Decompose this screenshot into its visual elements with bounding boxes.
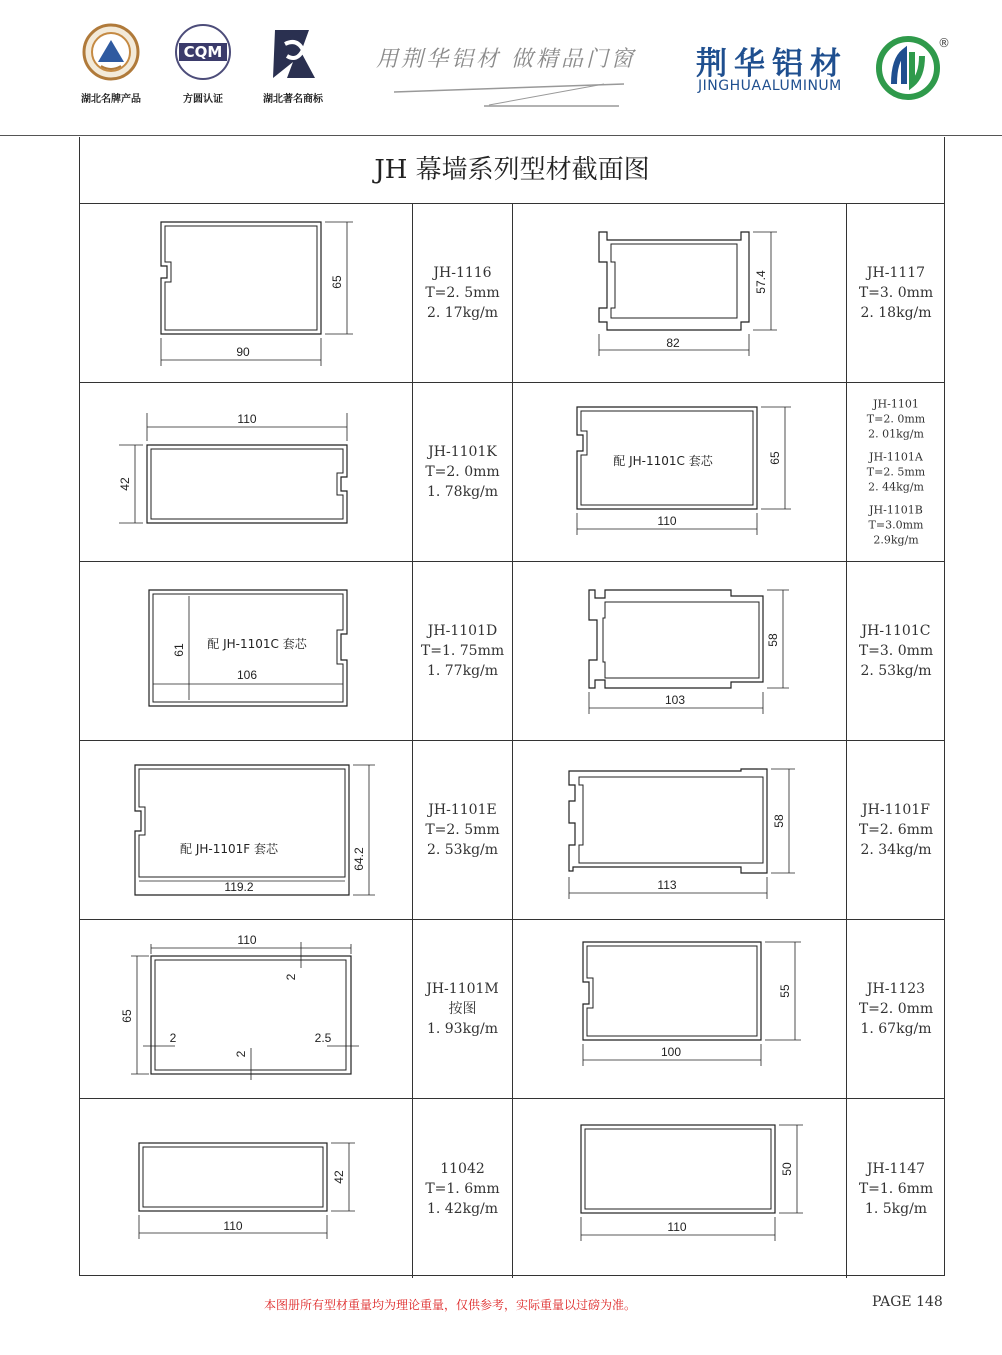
profile-spec-variants xyxy=(847,397,945,548)
profile-drawing-cell xyxy=(79,741,413,919)
profile-drawing-jh-1101 xyxy=(513,383,847,562)
dimension-width-label: 82 xyxy=(666,336,680,350)
dimension-width-label: 106 xyxy=(236,668,258,682)
sleeve-core-note: 配 JH-1101C 套芯 xyxy=(207,637,307,651)
profile-model: JH-1117 xyxy=(866,265,926,281)
profile-drawing-jh-1101m xyxy=(79,920,413,1099)
profile-drawing-cell xyxy=(79,920,413,1098)
dimension-width-label: 100 xyxy=(660,1045,682,1059)
table-row xyxy=(79,1099,945,1278)
slogan-underline-icon xyxy=(394,80,634,110)
profile-spec xyxy=(413,979,512,1039)
famous-trademark-icon xyxy=(263,22,323,84)
dimension-width-label: 119.2 xyxy=(224,880,254,894)
dimension-height-label: 58 xyxy=(766,633,780,647)
dimension-height-label: 57.4 xyxy=(754,270,768,294)
profile-thickness: T=3. 0mm xyxy=(858,285,934,301)
dimension-height-label: 42 xyxy=(118,477,132,491)
badge-caption: 湖北著名商标 xyxy=(263,94,323,105)
table-row xyxy=(79,920,945,1099)
profile-thickness: 按图 xyxy=(448,1001,477,1017)
profile-thickness: T=3. 0mm xyxy=(858,643,934,659)
profile-weight: 1. 42kg/m xyxy=(426,1200,499,1217)
profile-drawing-cell xyxy=(513,562,847,740)
dimension-width-label: 113 xyxy=(657,878,677,892)
profile-thickness: T=2. 0mm xyxy=(425,464,500,480)
dimension-height-label: 50 xyxy=(780,1162,794,1176)
table-row xyxy=(79,383,945,562)
profile-drawing-jh-1117 xyxy=(513,204,847,383)
table-row xyxy=(79,204,945,383)
brand-name-cn: 荆华铝材 xyxy=(696,46,848,82)
badge-caption: 方圆认证 xyxy=(183,94,223,105)
profile-model: JH-1123 xyxy=(866,981,926,997)
profile-thickness: T=1. 75mm xyxy=(420,643,505,659)
profile-thickness: T=2. 5mm xyxy=(425,822,500,838)
profile-drawing-jh-1101d xyxy=(79,562,413,741)
profile-weight: 2. 53kg/m xyxy=(426,842,499,858)
profile-weight: 2. 17kg/m xyxy=(426,305,499,321)
dimension-height-label: 58 xyxy=(772,814,786,828)
profile-spec xyxy=(847,263,945,323)
profile-weight: 2. 34kg/m xyxy=(860,842,932,858)
brand-product-seal-icon xyxy=(81,22,141,84)
sleeve-core-note: 配 JH-1101F 套芯 xyxy=(180,842,278,856)
table-row xyxy=(79,741,945,920)
profile-drawing-cell xyxy=(513,383,847,561)
profile-spec xyxy=(847,979,945,1039)
profile-spec-cell xyxy=(847,920,945,1098)
profile-model: JH-1101B xyxy=(869,503,923,517)
cqm-certification-icon xyxy=(173,22,233,84)
profile-spec xyxy=(847,621,945,681)
profile-model: JH-1147 xyxy=(866,1160,926,1177)
profile-thickness: T=2. 5mm xyxy=(425,285,500,301)
profile-drawing-jh-1101c xyxy=(513,562,847,741)
profile-drawing-cell xyxy=(513,204,847,382)
weight-disclaimer: 本图册所有型材重量均为理论重量，仅供参考，实际重量以过磅为准。 xyxy=(264,1298,637,1312)
profile-thickness: T=3.0mm xyxy=(868,518,924,532)
profile-weight: 2. 53kg/m xyxy=(860,663,932,679)
dimension-height-label: 65 xyxy=(330,275,344,289)
profile-drawing-jh-1123 xyxy=(513,920,847,1099)
wall-top-label: 2 xyxy=(284,973,298,981)
profile-drawing-cell xyxy=(79,562,413,740)
dimension-width-label: 90 xyxy=(236,345,250,359)
profile-drawing-cell xyxy=(513,920,847,1098)
brand-name-en: JINGHUAALUMINUM xyxy=(698,78,842,94)
profile-drawing-jh-1147 xyxy=(513,1099,847,1278)
profile-spec-cell xyxy=(847,741,945,919)
profile-weight: 1. 93kg/m xyxy=(426,1021,499,1037)
profile-model: JH-1116 xyxy=(433,265,492,281)
profile-model: JH-1101F xyxy=(862,802,930,818)
badge-caption: 湖北名牌产品 xyxy=(81,94,141,105)
dimension-width-label: 103 xyxy=(664,693,686,707)
dimension-width-label: 110 xyxy=(237,412,257,426)
profile-model: JH-1101D xyxy=(427,623,498,639)
profile-model: JH-1101 xyxy=(873,397,919,411)
profile-drawing-cell xyxy=(513,1099,847,1278)
dimension-height-label: 64.2 xyxy=(352,847,366,871)
profile-spec-cell xyxy=(413,920,513,1098)
dimension-width-label: 110 xyxy=(667,1220,687,1234)
profile-spec-cell xyxy=(413,383,513,561)
profile-thickness: T=2. 0mm xyxy=(858,1001,934,1017)
brand-product-badge xyxy=(66,22,156,105)
profile-spec-cell xyxy=(413,204,513,382)
profile-spec xyxy=(847,800,945,860)
profile-drawing-cell xyxy=(79,383,413,561)
profile-weight: 1. 78kg/m xyxy=(426,484,499,500)
profile-weight: 2. 01kg/m xyxy=(868,427,924,441)
profile-drawing-jh-1116 xyxy=(79,204,413,383)
profile-model: JH-1101M xyxy=(426,981,499,997)
profile-model: JH-1101C xyxy=(861,623,931,639)
profile-weight: 2. 44kg/m xyxy=(868,480,924,494)
profile-spec-cell xyxy=(413,741,513,919)
profile-weight: 2.9kg/m xyxy=(873,533,919,547)
profile-weight: 2. 18kg/m xyxy=(860,305,932,321)
page-number: PAGE 148 xyxy=(872,1294,943,1310)
profile-thickness: T=2. 6mm xyxy=(858,822,934,838)
profile-model: JH-1101K xyxy=(428,444,497,460)
profile-thickness: T=1. 6mm xyxy=(858,1180,934,1197)
profile-spec xyxy=(413,621,512,681)
header-divider xyxy=(0,135,1002,136)
profile-spec xyxy=(413,1159,512,1219)
profile-weight: 1. 67kg/m xyxy=(860,1021,932,1037)
profile-weight: 1. 77kg/m xyxy=(426,663,499,679)
profile-grid xyxy=(79,204,945,1278)
dimension-height-label: 65 xyxy=(120,1009,134,1023)
wall-left-label: 2 xyxy=(169,1031,177,1045)
profile-drawing-cell xyxy=(79,204,413,382)
profile-thickness: T=1. 6mm xyxy=(425,1180,500,1197)
profile-drawing-cell xyxy=(513,741,847,919)
dimension-width-label: 110 xyxy=(237,933,257,947)
profile-spec-cell xyxy=(847,562,945,740)
famous-trademark-badge xyxy=(248,22,338,105)
profile-spec-cell xyxy=(413,1099,513,1278)
profile-thickness: T=2. 5mm xyxy=(866,465,926,479)
profile-spec-cell xyxy=(847,1099,945,1278)
wall-right-label: 2.5 xyxy=(314,1031,332,1045)
dimension-height-label: 42 xyxy=(332,1170,346,1184)
cqm-badge xyxy=(158,22,248,105)
dimension-width-label: 110 xyxy=(223,1219,243,1233)
wall-bottom-label: 2 xyxy=(234,1050,248,1058)
profile-drawing-cell xyxy=(79,1099,413,1278)
profile-weight: 1. 5kg/m xyxy=(864,1200,928,1217)
profile-model: JH-1101A xyxy=(869,450,923,464)
profile-drawing-11042 xyxy=(79,1099,413,1278)
jinghua-circle-logo-icon xyxy=(876,36,940,100)
profile-spec xyxy=(413,263,512,323)
page-header xyxy=(0,0,1002,137)
profile-thickness: T=2. 0mm xyxy=(866,412,926,426)
profile-drawing-jh-1101e xyxy=(79,741,413,920)
profile-drawing-jh-1101k xyxy=(79,383,413,562)
dimension-height-label: 55 xyxy=(778,984,792,998)
profile-spec xyxy=(847,1159,945,1219)
profile-drawing-jh-1101f xyxy=(513,741,847,920)
profile-spec xyxy=(413,800,512,860)
dimension-height-label: 61 xyxy=(172,643,186,657)
profile-model: JH-1101E xyxy=(428,802,497,818)
profile-model: 11042 xyxy=(440,1160,485,1177)
sleeve-core-note: 配 JH-1101C 套芯 xyxy=(613,454,713,468)
slogan: 用荆华铝材 做精品门窗 xyxy=(376,47,636,72)
profile-spec-cell xyxy=(847,383,945,561)
table-row xyxy=(79,562,945,741)
registered-mark: ® xyxy=(938,36,950,50)
profile-spec-cell xyxy=(847,204,945,382)
dimension-height-label: 65 xyxy=(768,451,782,465)
cqm-logo-text: CQM xyxy=(183,43,223,61)
dimension-width-label: 110 xyxy=(657,514,677,528)
profile-spec xyxy=(413,442,512,502)
profile-spec-cell xyxy=(413,562,513,740)
page-title: JH 幕墙系列型材截面图 xyxy=(79,137,945,204)
